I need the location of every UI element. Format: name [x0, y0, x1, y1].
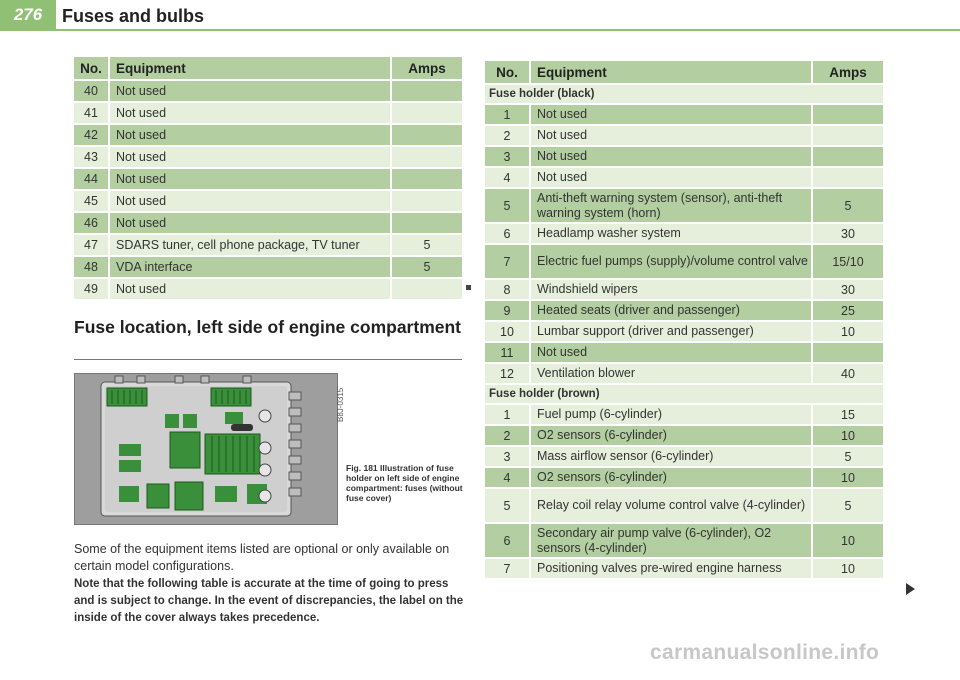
- fuse-equipment: Not used: [110, 147, 392, 167]
- fuse-equipment: Ventilation blower: [531, 364, 813, 383]
- fuse-number: 5: [485, 189, 531, 222]
- table-row: [74, 103, 462, 123]
- fuse-equipment: Not used: [110, 213, 392, 233]
- fuse-number: 40: [74, 81, 110, 101]
- fuse-equipment: Fuel pump (6-cylinder): [531, 405, 813, 424]
- fuse-number: 2: [485, 426, 531, 445]
- figure-caption: Fig. 181 Illustration of fuse holder on left side of engine compartment: fuses (without fuse cover): [346, 463, 463, 503]
- fuse-amps: [813, 126, 883, 145]
- accuracy-note: Note that the following table is accurate at the time of going to press and is subject to change. In the event of discrepancies, the label on the inside of the cover always takes precedence.: [74, 578, 464, 624]
- fuse-equipment: Not used: [531, 126, 813, 145]
- body-paragraph: Some of the equipment items listed are optional or only available on certain model configurations.: [74, 542, 450, 573]
- fuse-amps: 5: [813, 189, 883, 222]
- fuse-number: 49: [74, 279, 110, 299]
- fuse-amps: [392, 125, 462, 145]
- fuse-amps: 25: [813, 301, 883, 320]
- fuse-equipment: Not used: [110, 125, 392, 145]
- fuse-number: 44: [74, 169, 110, 189]
- fuse-amps: 40: [813, 364, 883, 383]
- fuse-amps: 5: [392, 257, 462, 277]
- continue-arrow-icon: [906, 583, 915, 595]
- fuse-equipment: Positioning valves pre-wired engine harness: [531, 559, 813, 578]
- fuse-number: 5: [485, 489, 531, 522]
- fuse-amps: 15/10: [813, 245, 883, 278]
- fuse-equipment: Headlamp washer system: [531, 224, 813, 243]
- fuse-number: 43: [74, 147, 110, 167]
- fuse-number: 6: [485, 524, 531, 557]
- fuse-amps: 5: [813, 447, 883, 466]
- fuse-amps: [392, 81, 462, 101]
- fuse-holder-black-heading: Fuse holder (black): [485, 85, 883, 103]
- header-rule: [0, 29, 960, 31]
- fuse-equipment: Mass airflow sensor (6-cylinder): [531, 447, 813, 466]
- fuse-amps: 5: [813, 489, 883, 522]
- fuse-amps: [813, 168, 883, 187]
- table-row: [485, 364, 883, 383]
- column-header-equipment: Equipment: [110, 57, 392, 79]
- table-row: [485, 280, 883, 299]
- table-row: [74, 169, 462, 189]
- fuse-number: 10: [485, 322, 531, 341]
- table-row: [485, 301, 883, 320]
- fuse-equipment: Windshield wipers: [531, 280, 813, 299]
- fuse-amps: 5: [392, 235, 462, 255]
- fuse-number: 2: [485, 126, 531, 145]
- fuse-number: 6: [485, 224, 531, 243]
- fuse-number: 8: [485, 280, 531, 299]
- fuse-number: 46: [74, 213, 110, 233]
- table-row: [74, 213, 462, 233]
- fuse-number: 48: [74, 257, 110, 277]
- table-row: [485, 559, 883, 578]
- fuse-amps: 30: [813, 224, 883, 243]
- fuse-equipment: Not used: [110, 81, 392, 101]
- fuse-amps: 30: [813, 280, 883, 299]
- fuse-number: 1: [485, 105, 531, 124]
- fuse-number: 11: [485, 343, 531, 362]
- table-row: [485, 168, 883, 187]
- table-row: [485, 147, 883, 166]
- fuse-amps: [392, 279, 462, 299]
- table-row: [74, 125, 462, 145]
- column-header-amps: Amps: [813, 61, 883, 83]
- fuse-amps: 10: [813, 559, 883, 578]
- fuse-equipment: Not used: [531, 343, 813, 362]
- fuse-number: 7: [485, 559, 531, 578]
- table-row: [74, 147, 462, 167]
- table-row: [485, 468, 883, 487]
- table-row: [485, 322, 883, 341]
- table-row: [485, 489, 883, 522]
- section-heading: Fuse location, left side of engine compartment: [74, 317, 461, 337]
- fuse-holder-illustration: [74, 373, 338, 525]
- table-row: [485, 524, 883, 557]
- fuse-equipment: Relay coil relay volume control valve (4-cylinder): [531, 489, 813, 522]
- fuse-number: 41: [74, 103, 110, 123]
- table-row: [74, 279, 462, 299]
- fuse-equipment: Not used: [110, 103, 392, 123]
- fuse-amps: [392, 103, 462, 123]
- fuse-equipment: Not used: [531, 168, 813, 187]
- table-row: [485, 405, 883, 424]
- fuse-equipment: Anti-theft warning system (sensor), anti-theft warning system (horn): [531, 189, 813, 222]
- fuse-number: 4: [485, 468, 531, 487]
- table-row: [74, 81, 462, 101]
- fuse-amps: 15: [813, 405, 883, 424]
- table-row: [485, 245, 883, 278]
- watermark: carmanualsonline.info: [650, 641, 880, 664]
- fuse-number: 45: [74, 191, 110, 211]
- fuse-equipment: O2 sensors (6-cylinder): [531, 426, 813, 445]
- fuse-number: 47: [74, 235, 110, 255]
- table-row: [485, 224, 883, 243]
- fuse-amps: 10: [813, 322, 883, 341]
- page-header-title: Fuses and bulbs: [62, 6, 205, 26]
- column-header-no: No.: [485, 61, 531, 83]
- fuse-amps: [813, 343, 883, 362]
- fuse-number: 9: [485, 301, 531, 320]
- fuse-equipment: Not used: [110, 169, 392, 189]
- table-row: [74, 191, 462, 211]
- column-header-amps: Amps: [392, 57, 462, 79]
- fuse-amps: [392, 213, 462, 233]
- fuse-table-right: [485, 59, 883, 580]
- fuse-number: 3: [485, 447, 531, 466]
- section-rule: [74, 359, 462, 360]
- fuse-number: 12: [485, 364, 531, 383]
- fuse-equipment: Not used: [531, 105, 813, 124]
- fuse-equipment: Not used: [110, 191, 392, 211]
- fuse-number: 4: [485, 168, 531, 187]
- table-row: [485, 105, 883, 124]
- table-row: [485, 126, 883, 145]
- fuse-amps: 10: [813, 524, 883, 557]
- table-row: [485, 189, 883, 222]
- fuse-equipment: Heated seats (driver and passenger): [531, 301, 813, 320]
- table-row: [485, 447, 883, 466]
- fuse-number: 1: [485, 405, 531, 424]
- table-row: [74, 235, 462, 255]
- fuse-equipment: Secondary air pump valve (6-cylinder), O2 sensors (4-cylinder): [531, 524, 813, 557]
- fuse-number: 3: [485, 147, 531, 166]
- fuse-equipment: SDARS tuner, cell phone package, TV tuner: [110, 235, 392, 255]
- fuse-amps: [813, 147, 883, 166]
- fuse-holder-brown-heading: Fuse holder (brown): [485, 385, 883, 403]
- table-row: [74, 257, 462, 277]
- fuse-equipment: VDA interface: [110, 257, 392, 277]
- fuse-equipment: Electric fuel pumps (supply)/volume control valve: [531, 245, 813, 278]
- column-header-no: No.: [74, 57, 110, 79]
- fuse-amps: [392, 147, 462, 167]
- page-number: 276: [0, 0, 56, 30]
- fuse-table-left: [74, 55, 462, 301]
- column-header-equipment: Equipment: [531, 61, 813, 83]
- fuse-amps: 10: [813, 468, 883, 487]
- fuse-amps: [392, 169, 462, 189]
- fuse-equipment: Lumbar support (driver and passenger): [531, 322, 813, 341]
- fuse-amps: 10: [813, 426, 883, 445]
- fuse-amps: [392, 191, 462, 211]
- fuse-number: 42: [74, 125, 110, 145]
- fuse-equipment: O2 sensors (6-cylinder): [531, 468, 813, 487]
- fuse-equipment: Not used: [110, 279, 392, 299]
- table-row: [485, 426, 883, 445]
- fuse-amps: [813, 105, 883, 124]
- fuse-equipment: Not used: [531, 147, 813, 166]
- table-row: [485, 343, 883, 362]
- fuse-holder-diagram: [75, 374, 337, 524]
- fuse-number: 7: [485, 245, 531, 278]
- figure-code: B8J-0315: [336, 387, 345, 422]
- end-of-section-marker: [466, 285, 471, 290]
